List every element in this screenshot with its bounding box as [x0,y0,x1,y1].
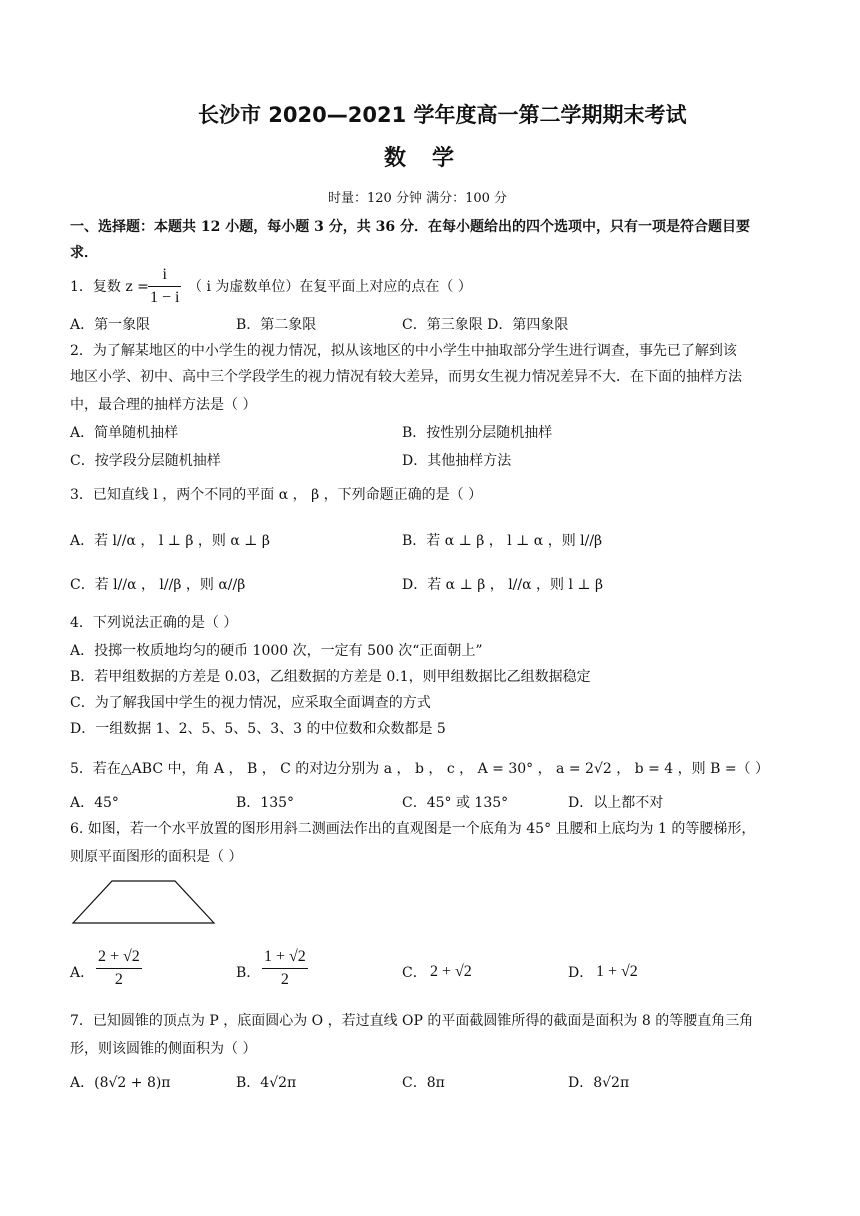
q7-option-d: D．8√2π [568,1075,630,1091]
q6-option-b-denominator: 2 [280,971,289,988]
q5-option-a: A．45° [70,795,119,811]
q6-option-b-fraction [262,948,308,989]
q1-option-cd: C．第三象限 D．第四象限 [402,317,569,333]
q3-option-c: C．若 l//α ， l//β ，则 α//β [70,577,246,593]
q2-option-d: D．其他抽样方法 [402,453,512,469]
q6-option-a-denominator: 2 [114,971,123,988]
q1-suffix: （ i 为虚数单位）在复平面上对应的点在（ ） [188,279,472,295]
q6-option-a-letter: A． [70,965,95,981]
q7-option-b: B．4√2π [236,1075,297,1091]
q6-option-b-numerator: 1 + √2 [264,948,306,965]
q5-option-b: B．135° [236,795,295,811]
q2-option-a: A．简单随机抽样 [70,425,179,441]
subject-title: 数学 [384,146,481,171]
q6-option-a-fraction [96,948,142,989]
q2-line1: 2．为了解某地区的中小学生的视力情况，拟从该地区的中小学生中抽取部分学生进行调查，事先已了解到该 [70,343,737,359]
q3-option-d: D．若 α ⊥ β ， l//α ，则 l ⊥ β [402,577,604,593]
section-heading-line1: 一、选择题：本题共 12 小题，每小题 3 分，共 36 分．在每小题给出的四个选项中，只有一项是符合题目要 [70,219,750,235]
q1-fraction-denominator: 1 − i [150,289,180,306]
q6-option-b-letter: B． [236,965,261,981]
q6-option-c-letter: C． [402,965,427,981]
q3-option-a: A．若 l//α ， l ⊥ β ，则 α ⊥ β [70,533,270,549]
q6-option-d-text: 1 + √2 [596,963,638,980]
q1-option-a: A．第一象限 [70,317,151,333]
q7-option-c: C．8π [402,1075,445,1091]
q4-stem: 4．下列说法正确的是（ ） [70,615,238,631]
exam-meta: 时量：120 分钟 满分：100 分 [328,191,508,206]
q6-option-a-numerator: 2 + √2 [98,948,140,965]
q1-fraction [148,266,181,307]
q5-option-c: C．45° 或 135° [402,795,509,811]
q1-prefix: 1．复数 z = [70,279,149,295]
q6-option-d-letter: D． [568,965,594,981]
q7-line2: 形，则该圆锥的侧面积为（ ） [70,1041,257,1057]
q6-line1: 6. 如图，若一个水平放置的图形用斜二测画法作出的直观图是一个底角为 45° 且腰和上底均为 1 的等腰梯形， [70,821,756,837]
q5-stem: 5．若在△ABC 中，角 A ， B ， C 的对边分别为 a ， b ， c ， A = 30° ， a = 2√2 ， b = 4 ，则 B =（ ） [70,761,769,777]
q4-option-d: D．一组数据 1、2、5、5、5、3、3 的中位数和众数都是 5 [70,721,446,737]
q6-line2: 则原平面图形的面积是（ ） [70,849,243,865]
q2-line3: 中，最合理的抽样方法是（ ） [70,397,257,413]
q4-option-a: A．投掷一枚质地均匀的硬币 1000 次，一定有 500 次“正面朝上” [70,643,483,659]
q1-option-b: B．第二象限 [236,317,317,333]
q2-option-b: B．按性别分层随机抽样 [402,425,553,441]
q5-option-d: D．以上都不对 [568,795,664,811]
q4-option-b: B．若甲组数据的方差是 0.03，乙组数据的方差是 0.1，则甲组数据比乙组数据稳定 [70,669,591,685]
exam-title: 长沙市 2020—2021 学年度高一第二学期期末考试 [198,103,687,127]
q1-fraction-numerator: i [162,266,167,283]
q6-option-c-text: 2 + √2 [430,963,472,980]
q2-option-c: C．按学段分层随机抽样 [70,453,221,469]
q3-option-b: B．若 α ⊥ β ， l ⊥ α ，则 l//β [402,533,603,549]
q7-option-a: A．(8√2 + 8)π [70,1075,171,1091]
trapezoid-figure [70,878,220,928]
q3-stem: 3．已知直线 l ，两个不同的平面 α ， β ，下列命题正确的是（ ） [70,487,483,503]
q4-option-c: C．为了解我国中学生的视力情况，应采取全面调查的方式 [70,695,431,711]
section-heading-line2: 求． [70,245,98,261]
q7-line1: 7．已知圆锥的顶点为 P ，底面圆心为 O ，若过直线 OP 的平面截圆锥所得的截面是面积为 8 的等腰直角三角 [70,1013,754,1029]
q2-line2: 地区小学、初中、高中三个学段学生的视力情况有较大差异，而男女生视力情况差异不大．在下面的抽样方法 [70,369,742,385]
